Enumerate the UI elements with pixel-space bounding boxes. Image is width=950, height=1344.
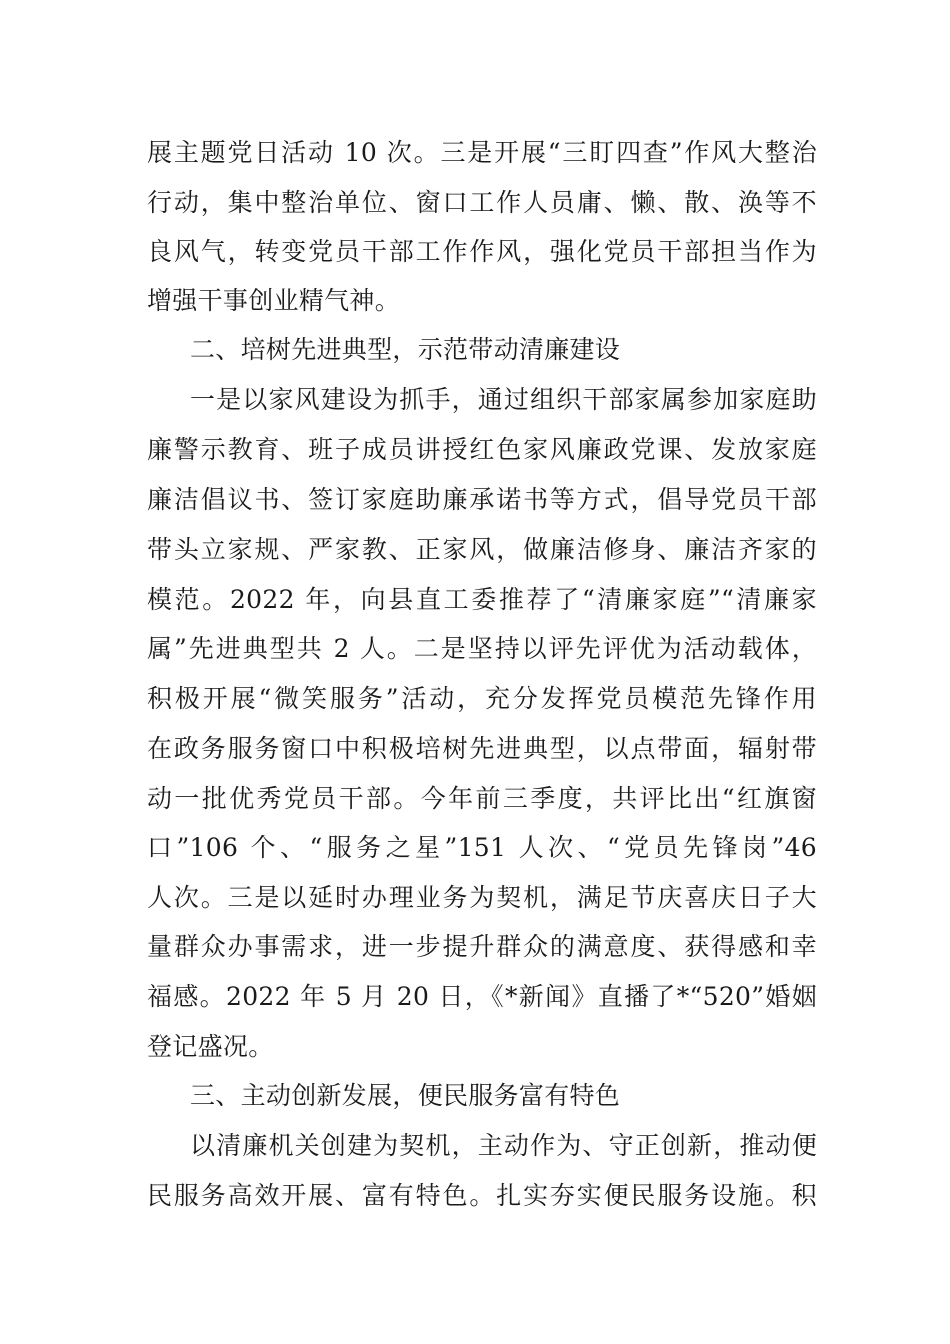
paragraph-line: 人次。三是以延时办理业务为契机，满足节庆喜庆日子大 xyxy=(147,883,817,912)
paragraph-line: 以清廉机关创建为契机，主动作为、守正创新，推动便 xyxy=(190,1131,817,1160)
section-heading-3: 三、主动创新发展，便民服务富有特色 xyxy=(190,1081,621,1110)
paragraph-line: 民服务高效开展、富有特色。扎实夯实便民服务设施。积 xyxy=(147,1181,817,1210)
paragraph-line: 登记盛况。 xyxy=(147,1032,274,1061)
paragraph-line: 一是以家风建设为抓手，通过组织干部家属参加家庭助 xyxy=(190,385,817,414)
paragraph-line: 带头立家规、严家教、正家风，做廉洁修身、廉洁齐家的 xyxy=(147,535,817,564)
paragraph-line: 展主题党日活动 10 次。三是开展“三盯四查”作风大整治 xyxy=(147,138,817,167)
paragraph-line: 行动，集中整治单位、窗口工作人员庸、懒、散、涣等不 xyxy=(147,188,817,217)
paragraph-line: 属”先进典型共 2 人。二是坚持以评先评优为活动载体， xyxy=(147,634,817,663)
paragraph-line: 福感。2022 年 5 月 20 日，《*新闻》直播了*“520”婚姻 xyxy=(147,982,817,1011)
paragraph-line: 动一批优秀党员干部。今年前三季度，共评比出“红旗窗 xyxy=(147,784,817,813)
paragraph-line: 良风气，转变党员干部工作作风，强化党员干部担当作为 xyxy=(147,237,817,266)
paragraph-line: 增强干事创业精气神。 xyxy=(147,286,401,315)
paragraph-line: 模范。2022 年，向县直工委推荐了“清廉家庭”“清廉家 xyxy=(147,585,817,614)
paragraph-line: 积极开展“微笑服务”活动，充分发挥党员模范先锋作用 xyxy=(147,684,817,713)
paragraph-line: 廉警示教育、班子成员讲授红色家风廉政党课、发放家庭 xyxy=(147,435,817,464)
paragraph-line: 廉洁倡议书、签订家庭助廉承诺书等方式，倡导党员干部 xyxy=(147,485,817,514)
paragraph-line: 量群众办事需求，进一步提升群众的满意度、获得感和幸 xyxy=(147,932,817,961)
paragraph-line: 在政务服务窗口中积极培树先进典型，以点带面，辐射带 xyxy=(147,734,817,763)
section-heading-2: 二、培树先进典型，示范带动清廉建设 xyxy=(190,335,621,364)
paragraph-line: 口”106 个、“服务之星”151 人次、“党员先锋岗”46 xyxy=(147,833,817,862)
